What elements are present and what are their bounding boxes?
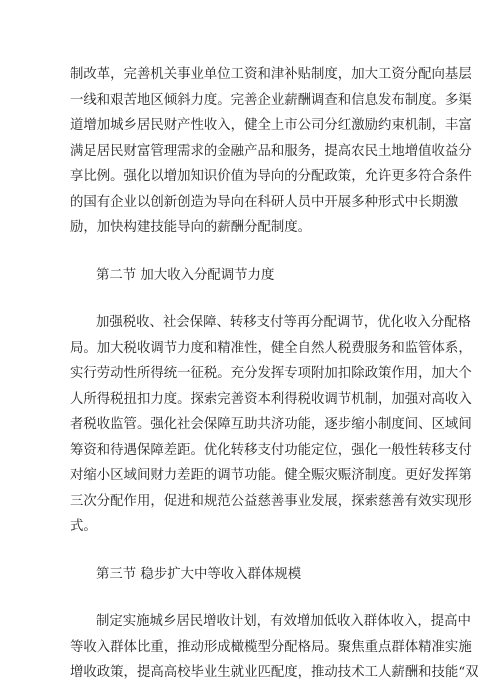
document-body xyxy=(70,62,479,686)
text-line: 等收入群体比重，推动形成橄榄型分配格局。聚焦重点群体精准实施 xyxy=(70,639,472,655)
text-line: 人所得税扭扣力度。探索完善资本利得税收调节机制，加强对高收入 xyxy=(70,391,472,407)
text-line: 制定实施城乡居民增收计划，有效增加低收入群体收入，提高中 xyxy=(96,614,471,629)
text-line: 局。加大税收调节力度和精准性，健全自然人税费服务和监管体系， xyxy=(70,340,472,356)
text-line: 制改革，完善机关事业单位工资和津补贴制度，加大工资分配向基层 xyxy=(70,67,472,82)
text-line: 享比例。强化以增加知识价值为导向的分配政策，允许更多符合条件 xyxy=(70,169,472,184)
paragraph-middle-income xyxy=(70,609,479,686)
text-line: 者税收监管。强化社会保障互助共济功能，逐步缩小制度间、区域间 xyxy=(70,417,472,432)
text-line: 筹资和待遇保障差距。优化转移支付功能定位，强化一般性转移支付 xyxy=(70,442,472,458)
text-line: 式。 xyxy=(70,519,97,534)
text-line: 满足居民财富管理需求的金融产品和服务，提高农民土地增值收益分 xyxy=(70,143,472,159)
section-heading-2: 第二节 加大收入分配调节力度 xyxy=(96,267,275,283)
text-line: 三次分配作用，促进和规范公益慈善事业发展，探索慈善有效实现形 xyxy=(70,493,472,509)
text-line: 一线和艰苦地区倾斜力度。完善企业薪酬调查和信息发布制度。多渠 xyxy=(70,92,472,108)
text-line: 对缩小区域间财力差距的调节功能。健全赈灾赈济制度。更好发挥第 xyxy=(70,468,472,483)
section-heading-3: 第三节 稳步扩大中等收入群体规模 xyxy=(96,566,302,582)
text-line: 道增加城乡居民财产性收入，健全上市公司分红激励约束机制，丰富 xyxy=(70,118,472,133)
paragraph-redistribution xyxy=(70,310,472,540)
paragraph-income-reform xyxy=(70,62,472,241)
text-line: 励，加快构建技能导向的薪酬分配制度。 xyxy=(70,220,312,235)
text-line: 增收政策，提高高校毕业生就业匹配度，推动技术工人薪酬和技能“双 xyxy=(70,665,479,680)
text-line: 实行劳动性所得统一征税。充分发挥专项附加扣除政策作用，加大个 xyxy=(70,366,472,381)
text-line: 的国有企业以创新创造为导向在科研人员中开展多种形式中长期激 xyxy=(70,194,459,210)
text-line: 加强税收、社会保障、转移支付等再分配调节，优化收入分配格 xyxy=(96,315,471,330)
